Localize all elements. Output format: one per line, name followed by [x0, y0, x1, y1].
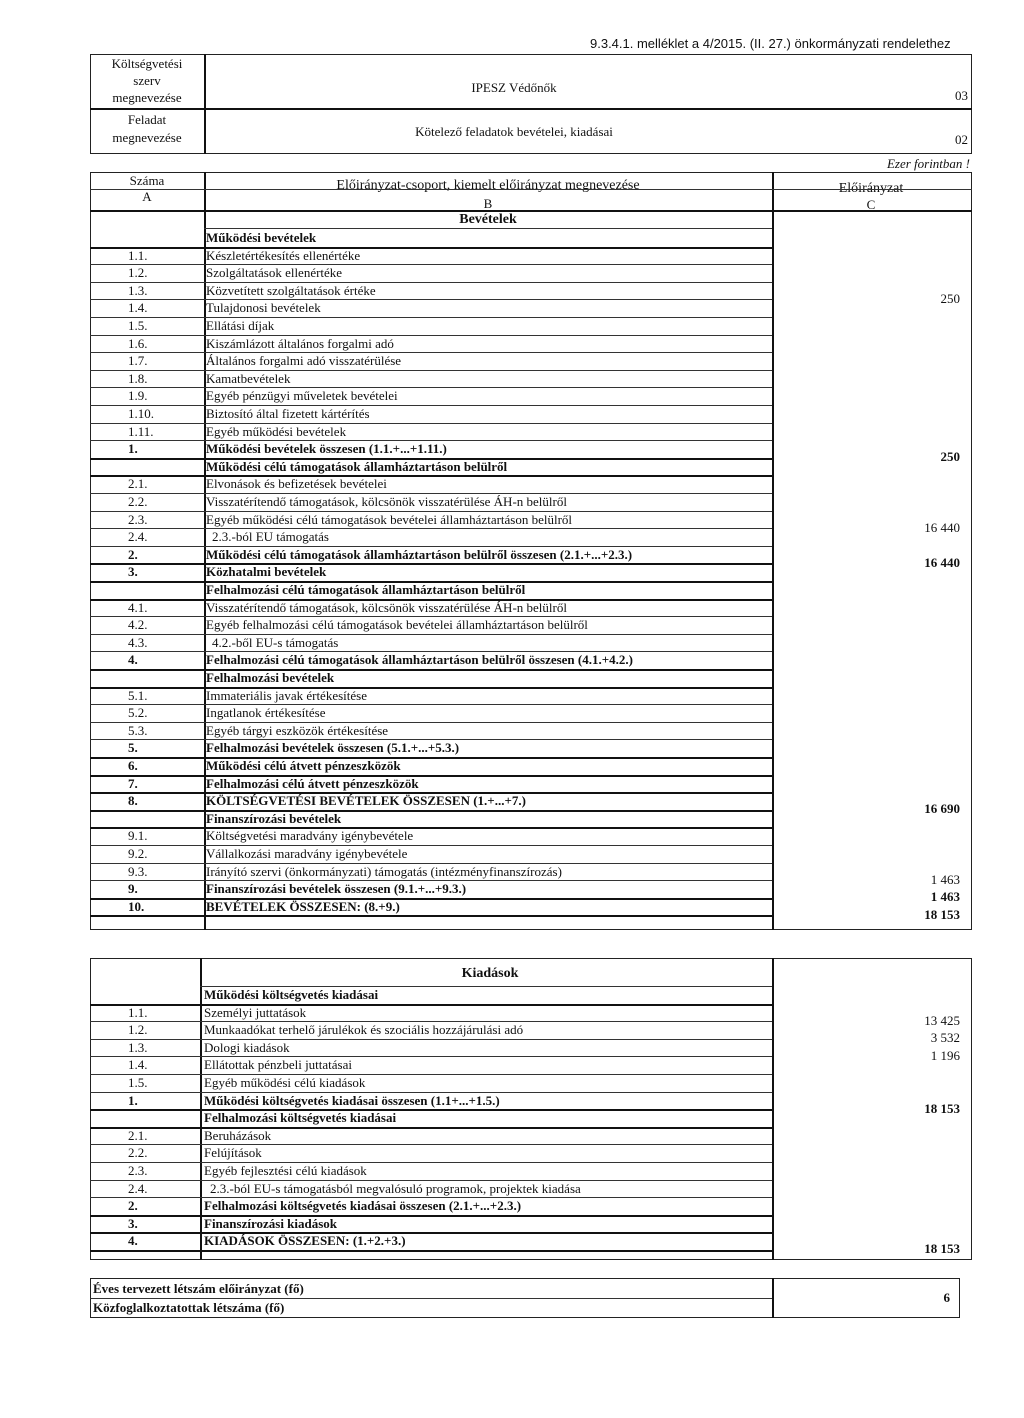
expense-row-number: 1.5.: [128, 1075, 148, 1090]
expense-row-number: 2.1.: [128, 1127, 148, 1143]
expense-row-label: Egyéb működési célú kiadások: [204, 1075, 366, 1090]
revenue-row-value: 1 463: [930, 889, 960, 905]
revenue-row-number: 3.: [128, 564, 138, 580]
revenue-row-number: 6.: [128, 758, 138, 773]
col-b-letter: B: [483, 196, 493, 211]
revenue-row-number: 2.2.: [128, 494, 148, 509]
revenue-row-label: Működési célú támogatások államháztartáson belülről összesen (2.1.+...+2.3.): [206, 546, 633, 562]
revenue-row-label: Elvonások és befizetések bevételei: [206, 476, 387, 492]
revenue-row-label: Felhalmozási célú támogatások államháztartáson belülről összesen (4.1.+4.2.): [206, 652, 633, 668]
revenue-row-number: 10.: [128, 898, 145, 914]
feladat-code: 02: [955, 132, 968, 147]
revenue-row-value: 1 463: [930, 871, 960, 887]
staff-public-work-label: Közfoglalkoztatottak létszáma (fő): [93, 1300, 285, 1315]
revenue-row-number: 9.2.: [128, 846, 148, 861]
expense-row-number: 1.3.: [128, 1039, 148, 1055]
col-a-title: Száma: [129, 173, 165, 188]
revenue-row-number: 1.11.: [128, 423, 154, 439]
revenue-row-number: 2.: [128, 546, 138, 562]
unit-note: Ezer forintban !: [886, 156, 970, 171]
expense-row-label: Felújítások: [204, 1145, 262, 1161]
expense-row-label: Felhalmozási költségvetés kiadásai összesen (2.1.+...+2.3.): [204, 1198, 522, 1214]
revenue-row-label: KÖLTSÉGVETÉSI BEVÉTELEK ÖSSZESEN (1.+...+7.): [206, 793, 526, 809]
revenue-row-number: 9.: [128, 881, 138, 897]
revenue-row-number: 1.2.: [128, 265, 148, 281]
expense-row-label: KIADÁSOK ÖSSZESEN: (1.+2.+3.): [204, 1233, 406, 1249]
revenue-row-label: Tulajdonosi bevételek: [206, 300, 321, 316]
revenue-row-number: 9.3.: [128, 863, 148, 879]
revenue-row-label: Egyéb működési bevételek: [206, 423, 347, 439]
revenue-row-label: Irányító szervi (önkormányzati) támogatás (intézményfinanszírozás): [206, 863, 562, 879]
label-szerv-3: megnevezése: [112, 90, 182, 105]
expense-row-number: 1.1.: [128, 1004, 148, 1020]
revenue-row-number: 1.3.: [128, 282, 148, 298]
col-b-title: Előirányzat-csoport, kiemelt előirányzat megnevezése: [336, 178, 640, 193]
revenue-row-number: 4.1.: [128, 599, 148, 615]
revenue-row-number: 1.10.: [128, 406, 154, 421]
revenue-row-number: 1.4.: [128, 300, 148, 316]
revenue-row-number: 2.1.: [128, 476, 148, 492]
revenue-row-number: 2.3.: [128, 511, 148, 527]
expense-row-value: 3 532: [930, 1030, 960, 1046]
revenue-row-number: 5.3.: [128, 722, 148, 738]
revenue-row-label: Kamatbevételek: [206, 370, 291, 386]
col-c-letter: C: [866, 197, 876, 212]
revenue-row-label: Biztosító által fizetett kártérítés: [206, 406, 370, 421]
revenue-row-label: Kiszámlázott általános forgalmi adó: [206, 335, 394, 351]
staff-planned-label: Éves tervezett létszám előirányzat (fő): [93, 1281, 304, 1296]
revenue-row-label: Működési bevételek: [206, 230, 317, 245]
revenue-row-number: 4.: [128, 652, 138, 668]
expense-row-number: 2.3.: [128, 1163, 148, 1178]
expense-row-label: Egyéb fejlesztési célú kiadások: [204, 1163, 367, 1178]
document-reference: 9.3.4.1. melléklet a 4/2015. (II. 27.) önkormányzati rendelethez: [590, 36, 951, 51]
expense-row-label: Finanszírozási kiadások: [204, 1215, 338, 1231]
revenue-row-label: BEVÉTELEK ÖSSZESEN: (8.+9.): [206, 898, 400, 914]
revenue-row-label: Közvetített szolgáltatások értéke: [206, 282, 376, 298]
label-feladat-1: Feladat: [127, 112, 167, 127]
revenue-row-label: Ellátási díjak: [206, 318, 275, 333]
revenue-row-value: 16 690: [924, 801, 960, 817]
expense-row-number: 2.: [128, 1198, 138, 1214]
revenue-row-number: 1.6.: [128, 335, 148, 351]
expense-row-number: 1.4.: [128, 1057, 148, 1073]
revenue-row-number: 2.4.: [128, 529, 148, 545]
revenue-row-value: 18 153: [924, 906, 960, 922]
revenue-row-label: Működési célú átvett pénzeszközök: [206, 758, 401, 773]
feladat-name: Kötelező feladatok bevételei, kiadásai: [415, 124, 613, 139]
revenue-row-value: 250: [940, 290, 960, 306]
revenue-row-value: 250: [940, 449, 960, 465]
revenue-row-label: Finanszírozási bevételek: [206, 810, 342, 826]
expense-row-number: 3.: [128, 1215, 138, 1231]
revenue-row-number: 8.: [128, 793, 138, 809]
szerv-code: 03: [955, 88, 968, 103]
revenue-row-label: Közhatalmi bevételek: [206, 564, 327, 580]
revenue-row-label: Egyéb felhalmozási célú támogatások bevételei államháztartáson belülről: [206, 617, 588, 633]
expense-row-label: Munkaadókat terhelő járulékok és szociális hozzájárulási adó: [204, 1022, 524, 1038]
revenue-row-label: Készletértékesítés ellenértéke: [206, 247, 361, 263]
expense-row-number: 2.2.: [128, 1145, 148, 1161]
expense-row-label: Működési költségvetés kiadásai: [204, 987, 379, 1002]
expense-row-number: 2.4.: [128, 1180, 148, 1196]
expense-row-label: Dologi kiadások: [204, 1039, 290, 1055]
revenue-section-title: Bevételek: [459, 212, 517, 227]
revenue-row-number: 1.9.: [128, 388, 148, 404]
revenue-row-label: Visszatérítendő támogatások, kölcsönök visszatérülése ÁH-n belülről: [206, 494, 567, 509]
revenue-row-label: Finanszírozási bevételek összesen (9.1.+...+9.3.): [206, 881, 467, 897]
expense-row-label: Beruházások: [204, 1127, 272, 1143]
revenue-row-label: Működési bevételek összesen (1.1.+...+1.11.): [206, 441, 447, 457]
col-c-title: Előirányzat: [838, 181, 904, 196]
expense-row-number: 1.: [128, 1092, 138, 1108]
revenue-row-number: 1.: [128, 441, 138, 457]
revenue-row-number: 1.8.: [128, 370, 148, 386]
revenue-row-number: 5.1.: [128, 687, 148, 703]
label-szerv-1: Költségvetési: [111, 56, 183, 71]
revenue-row-label: Felhalmozási bevételek: [206, 670, 335, 685]
expense-section-title: Kiadások: [461, 966, 519, 981]
szerv-name: IPESZ Védőnők: [471, 80, 557, 95]
revenue-row-number: 4.2.: [128, 617, 148, 633]
revenue-row-label: 4.2.-ből EU-s támogatás: [212, 634, 339, 650]
expense-row-value: 18 153: [924, 1241, 960, 1257]
label-szerv-2: szerv: [133, 73, 161, 88]
expense-row-value: 18 153: [924, 1100, 960, 1116]
revenue-row-label: Általános forgalmi adó visszatérülése: [206, 353, 402, 369]
revenue-row-label: Vállalkozási maradvány igénybevétele: [206, 846, 408, 861]
staff-planned-value: 6: [943, 1290, 950, 1305]
label-feladat-2: megnevezése: [112, 130, 182, 145]
expense-row-value: 13 425: [924, 1012, 960, 1028]
revenue-row-label: Egyéb tárgyi eszközök értékesítése: [206, 722, 389, 738]
revenue-row-label: Immateriális javak értékesítése: [206, 687, 367, 703]
revenue-row-label: Egyéb működési célú támogatások bevételei államháztartáson belülről: [206, 511, 573, 527]
revenue-row-label: Egyéb pénzügyi műveletek bevételei: [206, 388, 398, 404]
revenue-row-label: Szolgáltatások ellenértéke: [206, 265, 343, 281]
expense-row-label: Személyi juttatások: [204, 1004, 307, 1020]
expense-row-label: Működési költségvetés kiadásai összesen (1.1+...+1.5.): [204, 1092, 500, 1108]
expense-row-number: 1.2.: [128, 1022, 148, 1038]
revenue-row-label: Működési célú támogatások államháztartáson belülről: [206, 458, 508, 474]
revenue-row-number: 7.: [128, 775, 138, 791]
revenue-row-label: Felhalmozási célú átvett pénzeszközök: [206, 775, 419, 791]
revenue-row-label: 2.3.-ból EU támogatás: [212, 529, 329, 545]
expense-row-label: Ellátottak pénzbeli juttatásai: [204, 1057, 353, 1073]
revenue-row-label: Költségvetési maradvány igénybevétele: [206, 828, 414, 844]
expense-row-label: 2.3.-ból EU-s támogatásból megvalósuló programok, projektek kiadása: [210, 1180, 581, 1196]
expense-row-label: Felhalmozási költségvetés kiadásai: [204, 1110, 397, 1126]
revenue-row-number: 1.5.: [128, 318, 148, 333]
revenue-row-label: Ingatlanok értékesítése: [206, 705, 326, 721]
col-a-letter: A: [142, 189, 152, 204]
revenue-row-value: 16 440: [924, 519, 960, 535]
revenue-row-number: 9.1.: [128, 828, 148, 844]
revenue-row-number: 1.7.: [128, 353, 148, 369]
revenue-row-label: Visszatérítendő támogatások, kölcsönök visszatérülése ÁH-n belülről: [206, 599, 567, 615]
revenue-row-number: 1.1.: [128, 247, 148, 263]
revenue-row-label: Felhalmozási célú támogatások államháztartáson belülről: [206, 582, 526, 597]
revenue-row-value: 16 440: [924, 554, 960, 570]
revenue-row-number: 4.3.: [128, 634, 148, 650]
revenue-row-label: Felhalmozási bevételek összesen (5.1.+...+5.3.): [206, 740, 460, 756]
revenue-row-number: 5.2.: [128, 705, 148, 721]
expense-row-value: 1 196: [930, 1047, 960, 1063]
expense-row-number: 4.: [128, 1233, 138, 1249]
revenue-row-number: 5.: [128, 740, 138, 756]
